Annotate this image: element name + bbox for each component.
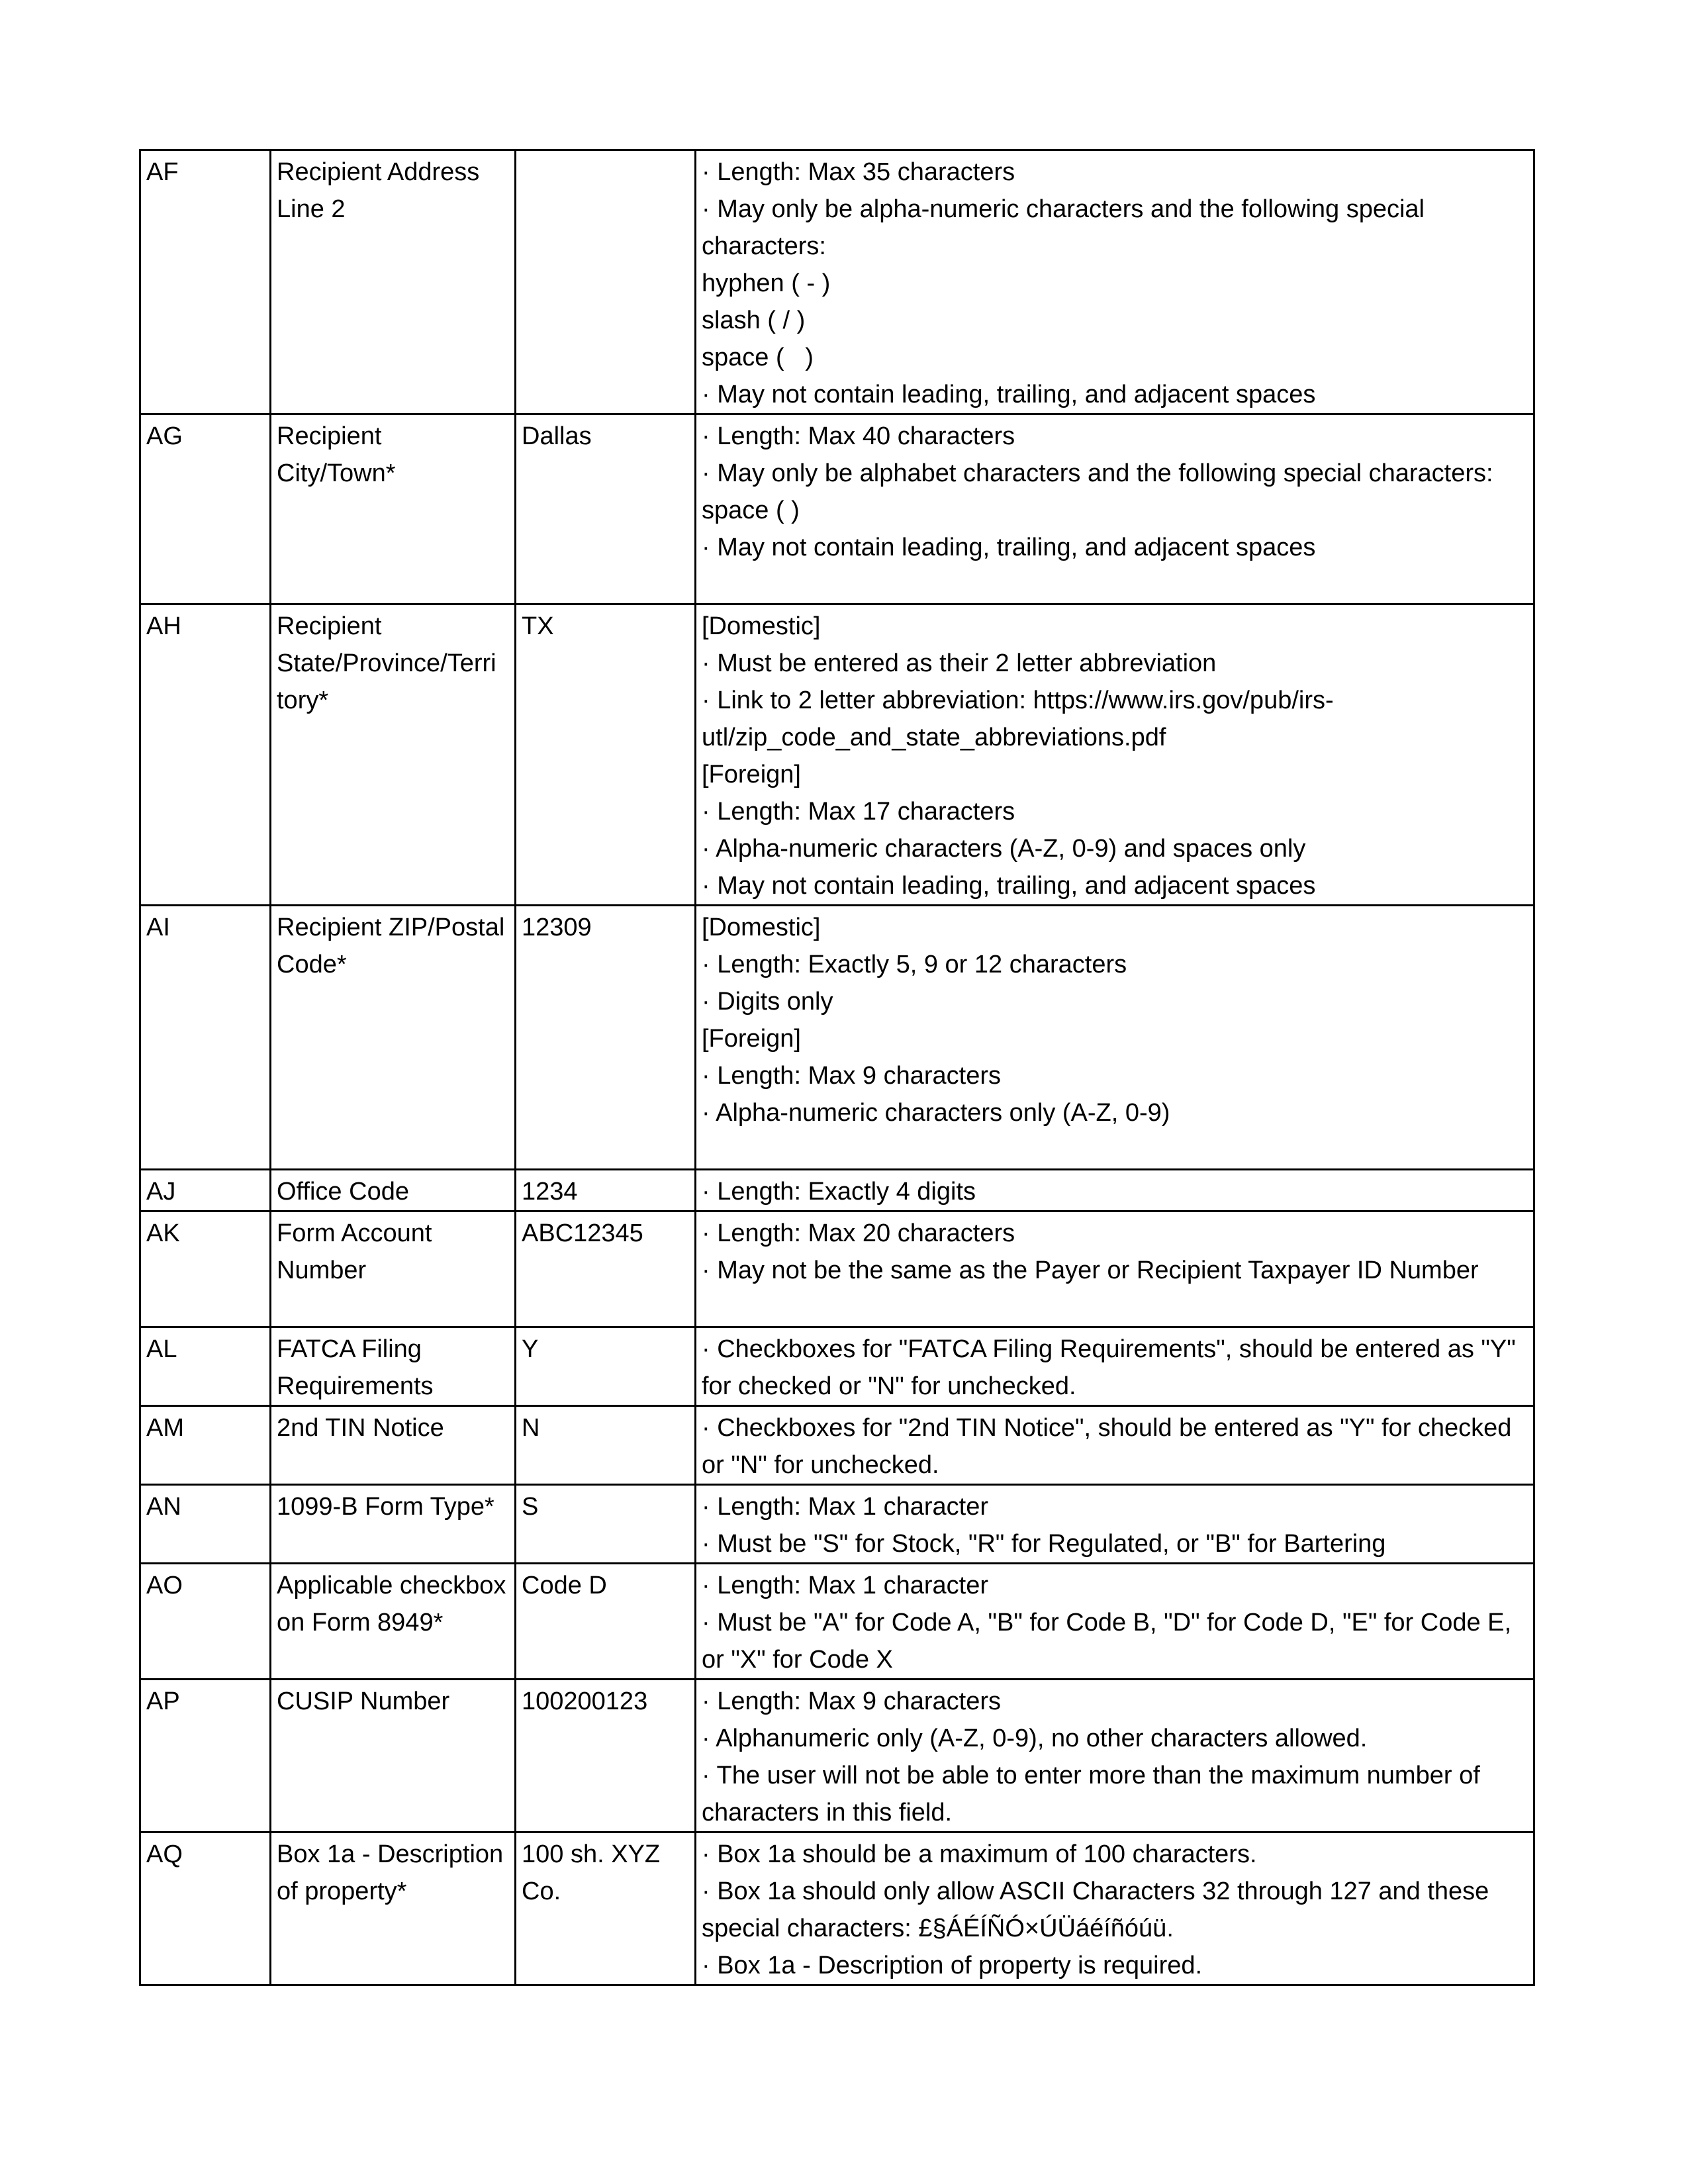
- field-name-line: Box 1a - Description: [277, 1840, 504, 1868]
- example-value-line: Co.: [522, 1877, 561, 1905]
- example-value-cell: [516, 1485, 696, 1564]
- column-code-cell: [140, 1211, 271, 1327]
- field-name-line: CUSIP Number: [277, 1687, 450, 1715]
- table-row: [140, 1485, 1534, 1564]
- field-name-line: State/Province/Terri: [277, 649, 496, 677]
- validation-rule-line: space ( ): [702, 497, 800, 524]
- validation-rule-line: or "X" for Code X: [702, 1646, 893, 1674]
- validation-rules-cell: [696, 906, 1534, 1170]
- column-code: AK: [146, 1219, 180, 1247]
- validation-rule-line: · The user will not be able to enter more than the maximum number of: [702, 1762, 1480, 1789]
- validation-rule-line: · Length: Max 1 character: [702, 1493, 988, 1521]
- example-value-cell: [516, 604, 696, 906]
- example-value-cell: [516, 414, 696, 604]
- field-name-cell: [271, 604, 516, 906]
- field-spec-table: [139, 149, 1535, 1986]
- field-name-line: tory*: [277, 687, 329, 714]
- field-name-line: of property*: [277, 1877, 407, 1905]
- validation-rule-line: · Length: Max 35 characters: [702, 158, 1015, 186]
- validation-rule-line: characters in this field.: [702, 1799, 953, 1827]
- field-name-cell: [271, 1327, 516, 1406]
- table-row: [140, 1170, 1534, 1211]
- example-value-cell: [516, 1564, 696, 1680]
- validation-rule-line: · Length: Exactly 4 digits: [702, 1178, 976, 1206]
- column-code-cell: [140, 150, 271, 414]
- validation-rule-line: · Checkboxes for "2nd TIN Notice", should be entered as "Y" for checked: [702, 1414, 1512, 1442]
- field-name-line: Number: [277, 1257, 367, 1284]
- validation-rule-line: · Length: Max 9 characters: [702, 1062, 1001, 1090]
- validation-rule-line: [702, 566, 1528, 603]
- validation-rule-line: · Digits only: [702, 988, 833, 1016]
- example-value-line: Code D: [522, 1572, 607, 1599]
- example-value-cell: [516, 1211, 696, 1327]
- column-code-cell: [140, 1406, 271, 1485]
- example-value-line: Y: [522, 1335, 539, 1363]
- table-row: [140, 1832, 1534, 1985]
- validation-rule-line: · Box 1a should only allow ASCII Characters 32 through 127 and these: [702, 1877, 1489, 1905]
- field-name-line: Line 2: [277, 195, 346, 223]
- field-name-line: Recipient ZIP/Postal: [277, 914, 505, 941]
- validation-rules-cell: [696, 1327, 1534, 1406]
- table-row: [140, 1211, 1534, 1327]
- field-name-cell: [271, 1832, 516, 1985]
- column-code-cell: [140, 906, 271, 1170]
- column-code-cell: [140, 1680, 271, 1832]
- field-name-line: FATCA Filing: [277, 1335, 422, 1363]
- validation-rule-line: [Foreign]: [702, 1025, 801, 1053]
- example-value-line: Dallas: [522, 422, 592, 450]
- validation-rule-line: · Length: Max 20 characters: [702, 1219, 1015, 1247]
- validation-rule-line: · Checkboxes for "FATCA Filing Requirements", should be entered as "Y": [702, 1335, 1516, 1363]
- validation-rule-line: · Box 1a - Description of property is required.: [702, 1952, 1203, 1979]
- field-name-cell: [271, 1485, 516, 1564]
- validation-rule-line: [702, 1131, 1528, 1168]
- table-row: [140, 604, 1534, 906]
- example-value-line: 12309: [522, 914, 592, 941]
- table-row: [140, 414, 1534, 604]
- field-name-line: Form Account: [277, 1219, 432, 1247]
- validation-rule-line: · Length: Exactly 5, 9 or 12 characters: [702, 951, 1127, 978]
- validation-rule-line: · May only be alpha-numeric characters and the following special: [702, 195, 1425, 223]
- validation-rule-line: [Domestic]: [702, 914, 821, 941]
- table-row: [140, 1564, 1534, 1680]
- field-name-cell: [271, 1680, 516, 1832]
- validation-rule-line: · Must be entered as their 2 letter abbreviation: [702, 649, 1217, 677]
- validation-rule-line: · Length: Max 9 characters: [702, 1687, 1001, 1715]
- example-value-cell: [516, 1327, 696, 1406]
- field-name-cell: [271, 906, 516, 1170]
- column-code: AG: [146, 422, 183, 450]
- field-name-line: Recipient Address: [277, 158, 480, 186]
- validation-rules-cell: [696, 604, 1534, 906]
- validation-rule-line: · Must be "S" for Stock, "R" for Regulated, or "B" for Bartering: [702, 1530, 1386, 1558]
- column-code-cell: [140, 604, 271, 906]
- table-row: [140, 150, 1534, 414]
- validation-rules-cell: [696, 1680, 1534, 1832]
- field-name-line: Applicable checkbox: [277, 1572, 506, 1599]
- table-row: [140, 1406, 1534, 1485]
- validation-rule-line: special characters: £§ÁÉÍÑÓ×ÚÜáéíñóúü.: [702, 1915, 1174, 1942]
- validation-rules-cell: [696, 1564, 1534, 1680]
- field-name-cell: [271, 1170, 516, 1211]
- validation-rule-line: · Box 1a should be a maximum of 100 characters.: [702, 1840, 1257, 1868]
- validation-rule-line: · Length: Max 1 character: [702, 1572, 988, 1599]
- field-name-line: 1099-B Form Type*: [277, 1493, 494, 1521]
- validation-rules-cell: [696, 1211, 1534, 1327]
- field-name-cell: [271, 1406, 516, 1485]
- field-name-cell: [271, 414, 516, 604]
- example-value-line: 100200123: [522, 1687, 648, 1715]
- column-code-cell: [140, 1564, 271, 1680]
- validation-rules-cell: [696, 414, 1534, 604]
- field-name-line: Code*: [277, 951, 347, 978]
- validation-rule-line: space ( ): [702, 344, 814, 371]
- column-code: AQ: [146, 1840, 183, 1868]
- validation-rule-line: · Length: Max 40 characters: [702, 422, 1015, 450]
- validation-rule-line: · Must be "A" for Code A, "B" for Code B, "D" for Code D, "E" for Code E,: [702, 1609, 1512, 1637]
- validation-rule-line: hyphen ( - ): [702, 269, 831, 297]
- column-code-cell: [140, 1485, 271, 1564]
- field-name-cell: [271, 1564, 516, 1680]
- validation-rule-line: · May not contain leading, trailing, and adjacent spaces: [702, 381, 1316, 408]
- column-code: AF: [146, 158, 179, 186]
- column-code: AL: [146, 1335, 177, 1363]
- column-code: AO: [146, 1572, 183, 1599]
- field-name-line: City/Town*: [277, 459, 396, 487]
- validation-rule-line: · Alphanumeric only (A-Z, 0-9), no other characters allowed.: [702, 1725, 1368, 1752]
- field-name-cell: [271, 1211, 516, 1327]
- validation-rules-cell: [696, 150, 1534, 414]
- column-code: AM: [146, 1414, 184, 1442]
- validation-rule-line: · May only be alphabet characters and the following special characters:: [702, 459, 1493, 487]
- example-value-line: TX: [522, 612, 554, 640]
- validation-rule-line: · May not contain leading, trailing, and adjacent spaces: [702, 534, 1316, 561]
- validation-rule-line: · Length: Max 17 characters: [702, 798, 1015, 826]
- example-value-cell: [516, 1406, 696, 1485]
- example-value-line: S: [522, 1493, 539, 1521]
- field-name-line: Recipient: [277, 612, 382, 640]
- column-code-cell: [140, 1327, 271, 1406]
- validation-rule-line: for checked or "N" for unchecked.: [702, 1372, 1076, 1400]
- table-row: [140, 1327, 1534, 1406]
- validation-rule-line: [Domestic]: [702, 612, 821, 640]
- field-spec-table-body: [140, 150, 1534, 1985]
- column-code: AP: [146, 1687, 180, 1715]
- validation-rule-line: · Link to 2 letter abbreviation: https://www.irs.gov/pub/irs-: [702, 687, 1334, 714]
- validation-rules-cell: [696, 1406, 1534, 1485]
- column-code: AJ: [146, 1178, 176, 1206]
- validation-rule-line: characters:: [702, 232, 826, 260]
- example-value-line: 100 sh. XYZ: [522, 1840, 661, 1868]
- column-code: AI: [146, 914, 170, 941]
- field-name-line: 2nd TIN Notice: [277, 1414, 444, 1442]
- field-name-line: Requirements: [277, 1372, 434, 1400]
- table-row: [140, 1680, 1534, 1832]
- validation-rules-cell: [696, 1170, 1534, 1211]
- example-value-cell: [516, 1680, 696, 1832]
- example-value-line: N: [522, 1414, 540, 1442]
- example-value-cell: [516, 150, 696, 414]
- field-name-cell: [271, 150, 516, 414]
- validation-rule-line: · Alpha-numeric characters (A-Z, 0-9) and spaces only: [702, 835, 1306, 863]
- validation-rules-cell: [696, 1832, 1534, 1985]
- example-value-cell: [516, 1170, 696, 1211]
- example-value-cell: [516, 1832, 696, 1985]
- column-code: AN: [146, 1493, 181, 1521]
- validation-rule-line: · May not contain leading, trailing, and adjacent spaces: [702, 872, 1316, 900]
- field-name-line: Recipient: [277, 422, 382, 450]
- field-name-line: on Form 8949*: [277, 1609, 444, 1637]
- column-code-cell: [140, 1170, 271, 1211]
- validation-rule-line: slash ( / ): [702, 307, 806, 334]
- validation-rules-cell: [696, 1485, 1534, 1564]
- validation-rule-line: [Foreign]: [702, 761, 801, 788]
- example-value-cell: [516, 906, 696, 1170]
- field-name-line: Office Code: [277, 1178, 409, 1206]
- validation-rule-line: · May not be the same as the Payer or Recipient Taxpayer ID Number: [702, 1257, 1479, 1284]
- column-code: AH: [146, 612, 181, 640]
- validation-rule-line: or "N" for unchecked.: [702, 1451, 939, 1479]
- validation-rule-line: · Alpha-numeric characters only (A-Z, 0-9): [702, 1099, 1170, 1127]
- validation-rule-line: utl/zip_code_and_state_abbreviations.pdf: [702, 724, 1166, 751]
- table-row: [140, 906, 1534, 1170]
- example-value-line: 1234: [522, 1178, 578, 1206]
- example-value-line: ABC12345: [522, 1219, 643, 1247]
- column-code-cell: [140, 1832, 271, 1985]
- column-code-cell: [140, 414, 271, 604]
- validation-rule-line: [702, 1289, 1528, 1326]
